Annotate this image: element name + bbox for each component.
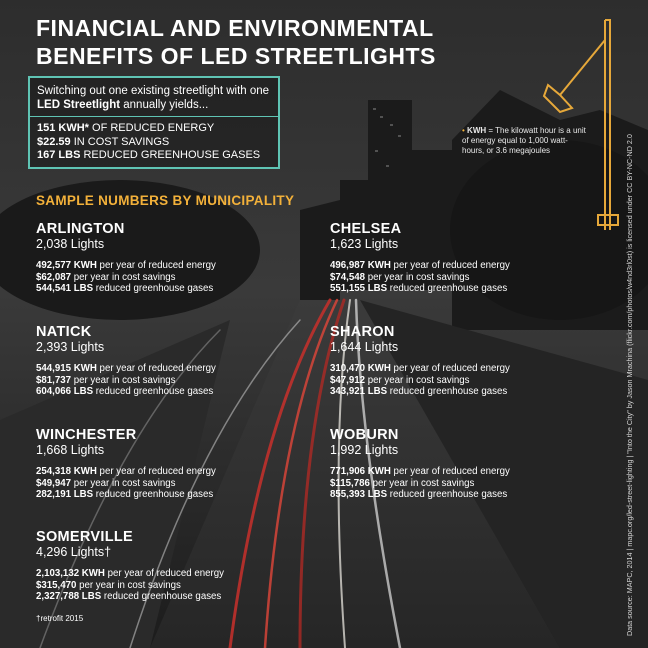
light-count: 2,038 Lights xyxy=(36,237,105,251)
gas-stat: 2,327,788 LBS reduced greenhouse gases xyxy=(36,591,222,603)
energy-stat: 771,906 KWH per year of reduced energy xyxy=(330,466,510,477)
callout-stat-cost: $22.59 IN COST SAVINGS xyxy=(37,135,170,148)
municipality-somerville xyxy=(36,529,286,603)
callout-divider xyxy=(30,116,278,117)
callout-stat-energy: 151 KWH* OF REDUCED ENERGY xyxy=(37,122,215,134)
energy-stat: 492,577 KWH per year of reduced energy xyxy=(36,260,216,271)
light-count: 2,393 Lights xyxy=(36,340,105,354)
title-line-2: BENEFITS OF LED STREETLIGHTS xyxy=(36,43,436,69)
energy-stat: 544,915 KWH per year of reduced energy xyxy=(36,363,216,374)
municipality-woburn xyxy=(330,427,580,501)
light-count: 1,623 Lights xyxy=(330,237,399,251)
municipality-winchester xyxy=(36,427,286,501)
light-count: 1,644 Lights xyxy=(330,340,399,354)
gas-stat: 604,066 LBS reduced greenhouse gases xyxy=(36,386,214,398)
gas-stat: 282,191 LBS reduced greenhouse gases xyxy=(36,489,214,501)
retrofit-footnote: †retrofit 2015 xyxy=(36,614,84,623)
municipality-name: SOMERVILLE xyxy=(36,529,133,545)
municipality-name: SHARON xyxy=(330,324,395,340)
municipality-name: CHELSEA xyxy=(330,221,402,237)
municipality-chelsea xyxy=(330,221,580,295)
municipality-arlington xyxy=(36,221,286,295)
energy-stat: 310,470 KWH per year of reduced energy xyxy=(330,363,510,374)
section-title: SAMPLE NUMBERS BY MUNICIPALITY xyxy=(36,193,295,208)
cost-stat: $49,947 per year in cost savings xyxy=(36,477,176,489)
light-count: 4,296 Lights† xyxy=(36,545,112,559)
gas-stat: 544,541 LBS reduced greenhouse gases xyxy=(36,283,214,295)
energy-stat: 2,103,132 KWH per year of reduced energy xyxy=(36,568,224,579)
cost-stat: $315,470 per year in cost savings xyxy=(36,579,181,591)
municipality-name: WINCHESTER xyxy=(36,427,137,443)
cost-stat: $74,548 per year in cost savings xyxy=(330,271,470,283)
gas-stat: 551,155 LBS reduced greenhouse gases xyxy=(330,283,508,295)
callout-intro: Switching out one existing streetlight with one LED Streetlight annually yields... xyxy=(37,85,270,111)
municipality-name: ARLINGTON xyxy=(36,221,125,237)
municipality-sharon xyxy=(330,324,580,398)
municipality-natick xyxy=(36,324,286,398)
gas-stat: 343,921 LBS reduced greenhouse gases xyxy=(330,386,508,398)
cost-stat: $115,786 per year in cost savings xyxy=(330,477,475,489)
energy-stat: 254,318 KWH per year of reduced energy xyxy=(36,466,216,477)
light-count: 1,668 Lights xyxy=(36,443,105,457)
kwh-note: • KWH = The kilowatt hour is a unit of energy equal to 1,000 watt-hours, or 3.6 megajoules xyxy=(462,126,586,155)
gas-stat: 855,393 LBS reduced greenhouse gases xyxy=(330,489,508,501)
cost-stat: $81,737 per year in cost savings xyxy=(36,374,176,386)
cost-stat: $62,087 per year in cost savings xyxy=(36,271,176,283)
photo-credit: Data source: MAPC, 2014 | mapc.org/led-street-lighting | "Into the City" by Jason Mrachina (flickr.com/photos/w4nd3rl0st) is licensed under CC BY-NC-ND 2.0 xyxy=(625,134,634,636)
energy-stat: 496,987 KWH per year of reduced energy xyxy=(330,260,510,271)
page-title xyxy=(36,14,436,70)
light-count: 1,992 Lights xyxy=(330,443,399,457)
title-line-1: FINANCIAL AND ENVIRONMENTAL xyxy=(36,15,434,41)
callout-stat-gas: 167 LBS REDUCED GREENHOUSE GASES xyxy=(37,149,261,161)
cost-stat: $47,912 per year in cost savings xyxy=(330,374,470,386)
municipality-name: WOBURN xyxy=(330,427,399,443)
municipality-name: NATICK xyxy=(36,324,92,340)
summary-callout xyxy=(28,76,280,169)
